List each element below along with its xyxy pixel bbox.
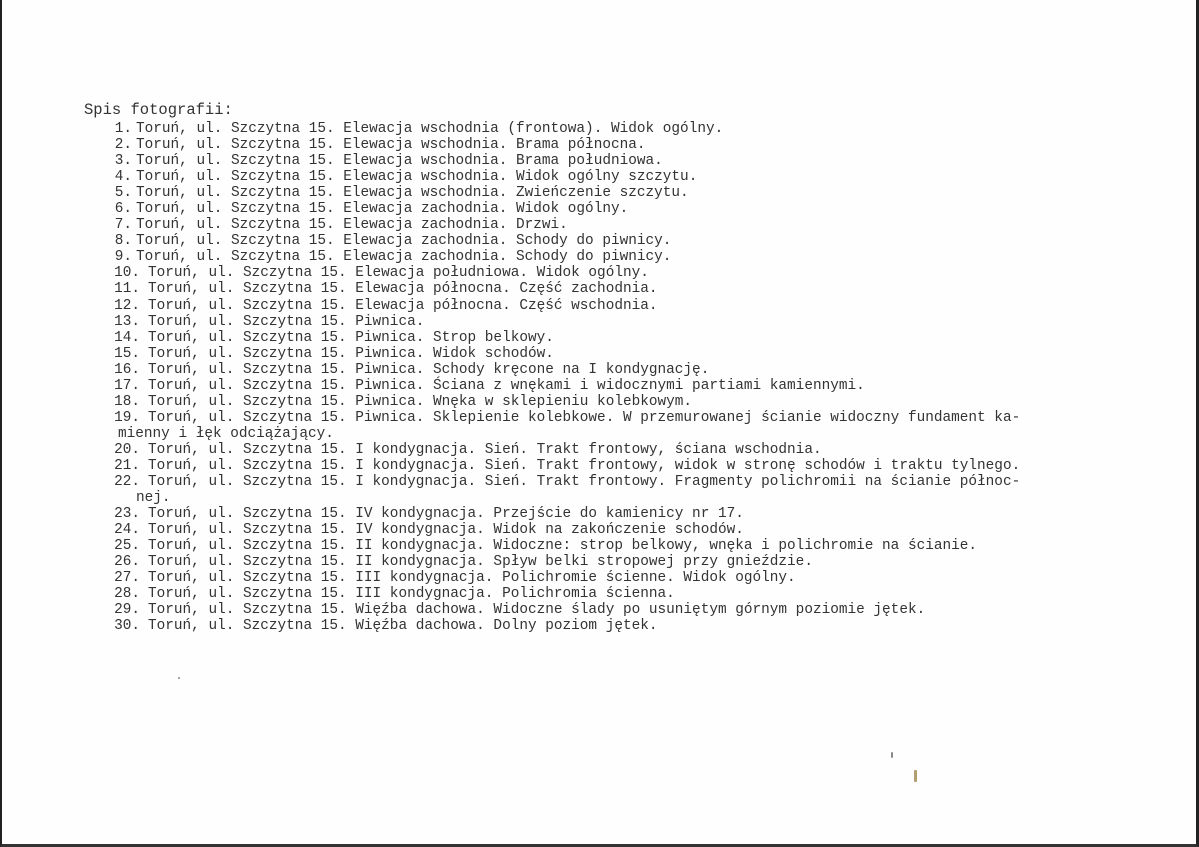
- item-number: 26.: [114, 554, 140, 571]
- item-text: [148, 586, 1104, 602]
- item-caption: Toruń, ul. Szczytna 15. Piwnica. Sklepienie kolebkowe. W przemurowanej ścianie widoczny fundament ka-: [148, 409, 1021, 426]
- item-caption: Toruń, ul. Szczytna 15. I kondygnacja. Sień. Trakt frontowy. Fragmenty polichromii na ścianie północ-: [148, 474, 1021, 491]
- list-item: [84, 602, 1104, 618]
- item-number: 6.: [114, 201, 132, 218]
- photo-list-section: [84, 102, 1104, 635]
- item-number: 3.: [114, 153, 132, 170]
- item-caption: Toruń, ul. Szczytna 15. IV kondygnacja. Widok na zakończenie schodów.: [148, 522, 744, 539]
- item-caption: Toruń, ul. Szczytna 15. Więźba dachowa. Widoczne ślady po usuniętym górnym poziomie jętek.: [148, 602, 926, 619]
- item-caption: Toruń, ul. Szczytna 15. Elewacja zachodnia. Drzwi.: [136, 217, 568, 234]
- item-caption: Toruń, ul. Szczytna 15. Elewacja północna. Część zachodnia.: [148, 281, 658, 298]
- item-caption: Toruń, ul. Szczytna 15. Elewacja wschodnia. Zwieńczenie szczytu.: [136, 185, 689, 202]
- item-caption: Toruń, ul. Szczytna 15. I kondygnacja. Sień. Trakt frontowy, widok w stronę schodów i traktu tylnego.: [148, 457, 1021, 474]
- item-text: [136, 121, 1104, 137]
- item-number: 21.: [114, 457, 140, 474]
- item-text: [148, 506, 1104, 522]
- paper-speck: [891, 752, 893, 758]
- item-caption: Toruń, ul. Szczytna 15. Piwnica. Schody kręcone na I kondygnację.: [148, 361, 710, 378]
- item-caption: Toruń, ul. Szczytna 15. Elewacja zachodnia. Schody do piwnicy.: [136, 249, 672, 266]
- list-item: [84, 233, 1104, 249]
- list-item: [84, 586, 1104, 602]
- item-number: 9.: [114, 249, 132, 266]
- item-text: [136, 185, 1104, 201]
- list-heading: Spis fotografii:: [84, 101, 233, 119]
- item-number: 13.: [114, 313, 140, 330]
- item-text: [148, 394, 1104, 410]
- item-text: [148, 522, 1104, 538]
- item-text: [136, 474, 1104, 507]
- list-item: [84, 522, 1104, 538]
- item-caption-continuation: mienny i łęk odciążający.: [118, 425, 334, 442]
- item-caption: Toruń, ul. Szczytna 15. Elewacja wschodnia. Widok ogólny szczytu.: [136, 169, 698, 186]
- item-text: [136, 153, 1104, 169]
- item-number: 2.: [114, 137, 132, 154]
- item-caption: Toruń, ul. Szczytna 15. Elewacja wschodnia. Brama południowa.: [136, 153, 663, 170]
- item-caption: Toruń, ul. Szczytna 15. Więźba dachowa. Dolny poziom jętek.: [148, 618, 658, 635]
- item-text: [148, 618, 1104, 634]
- list-item: [84, 506, 1104, 522]
- item-number: 20.: [114, 441, 140, 458]
- item-text: [148, 554, 1104, 570]
- item-text: [136, 217, 1104, 233]
- list-item: [84, 458, 1104, 474]
- item-text: [148, 570, 1104, 586]
- item-text: [148, 265, 1104, 281]
- item-text: [136, 201, 1104, 217]
- item-number: 15.: [114, 345, 140, 362]
- list-item: [84, 378, 1104, 394]
- list-item: [84, 137, 1104, 153]
- item-number: 10.: [114, 265, 140, 282]
- item-text: [136, 137, 1104, 153]
- item-caption: Toruń, ul. Szczytna 15. III kondygnacja. Polichromia ścienna.: [148, 586, 675, 603]
- item-text: [148, 281, 1104, 297]
- list-item: [84, 265, 1104, 281]
- item-caption: Toruń, ul. Szczytna 15. Elewacja wschodnia. Brama północna.: [136, 137, 646, 154]
- list-item: [84, 169, 1104, 185]
- item-caption: Toruń, ul. Szczytna 15. II kondygnacja. Widoczne: strop belkowy, wnęka i polichromie na ścianie.: [148, 538, 978, 555]
- item-number: 25.: [114, 538, 140, 555]
- item-caption: Toruń, ul. Szczytna 15. Piwnica.: [148, 313, 425, 330]
- item-number: 1.: [114, 121, 132, 137]
- item-number: 30.: [114, 618, 140, 635]
- item-caption: Toruń, ul. Szczytna 15. IV kondygnacja. Przejście do kamienicy nr 17.: [148, 506, 744, 523]
- photo-list: [84, 121, 1104, 635]
- list-item: [84, 298, 1104, 314]
- list-item: [84, 394, 1104, 410]
- list-item: [84, 442, 1104, 458]
- item-text: [148, 298, 1104, 314]
- list-item: [84, 121, 1104, 137]
- list-item: [84, 185, 1104, 201]
- item-text: [148, 458, 1104, 474]
- item-text: [136, 249, 1104, 265]
- list-item: [84, 281, 1104, 297]
- item-number: 8.: [114, 233, 132, 250]
- item-number: 11.: [114, 281, 140, 298]
- item-number: 24.: [114, 522, 140, 539]
- list-item: [84, 570, 1104, 586]
- list-item: [84, 217, 1104, 233]
- item-caption: Toruń, ul. Szczytna 15. Elewacja zachodnia. Widok ogólny.: [136, 201, 629, 218]
- item-number: 17.: [114, 377, 140, 394]
- item-text: [148, 378, 1104, 394]
- item-text: [148, 314, 1104, 330]
- list-item: [84, 153, 1104, 169]
- item-text: [148, 362, 1104, 378]
- item-caption: Toruń, ul. Szczytna 15. Piwnica. Strop belkowy.: [148, 329, 554, 346]
- list-item: [84, 330, 1104, 346]
- item-caption-continuation: nej.: [136, 490, 171, 507]
- list-item: [84, 554, 1104, 570]
- item-text: [136, 233, 1104, 249]
- item-number: 22.: [114, 474, 140, 491]
- item-caption: Toruń, ul. Szczytna 15. Elewacja zachodnia. Schody do piwnicy.: [136, 233, 672, 250]
- paper-speck: [178, 677, 180, 679]
- item-number: 27.: [114, 570, 140, 587]
- item-number: 18.: [114, 393, 140, 410]
- paper-speck: [914, 770, 917, 782]
- list-item: [84, 249, 1104, 265]
- list-item: [84, 618, 1104, 634]
- item-caption: Toruń, ul. Szczytna 15. Elewacja północna. Część wschodnia.: [148, 297, 658, 314]
- item-text: [148, 538, 1104, 554]
- list-item: [84, 410, 1104, 442]
- item-text: [148, 346, 1104, 362]
- item-number: 12.: [114, 297, 140, 314]
- item-caption: Toruń, ul. Szczytna 15. Elewacja wschodnia (frontowa). Widok ogólny.: [136, 121, 724, 137]
- item-text: [148, 330, 1104, 346]
- list-item: [84, 201, 1104, 217]
- item-text: [148, 442, 1104, 458]
- list-item: [84, 314, 1104, 330]
- item-text: [136, 169, 1104, 185]
- item-number: 14.: [114, 329, 140, 346]
- item-caption: Toruń, ul. Szczytna 15. II kondygnacja. Spływ belki stropowej przy gnieździe.: [148, 554, 813, 571]
- item-caption: Toruń, ul. Szczytna 15. Piwnica. Wnęka w sklepieniu kolebkowym.: [148, 393, 693, 410]
- item-number: 28.: [114, 586, 140, 603]
- item-caption: Toruń, ul. Szczytna 15. I kondygnacja. Sień. Trakt frontowy, ściana wschodnia.: [148, 441, 822, 458]
- item-number: 16.: [114, 361, 140, 378]
- item-text: [148, 602, 1104, 618]
- item-number: 23.: [114, 506, 140, 523]
- item-number: 7.: [114, 217, 132, 234]
- item-caption: Toruń, ul. Szczytna 15. Piwnica. Widok schodów.: [148, 345, 554, 362]
- item-number: 4.: [114, 169, 132, 186]
- list-item: [84, 538, 1104, 554]
- list-item: [84, 474, 1104, 506]
- item-number: 5.: [114, 185, 132, 202]
- list-item: [84, 362, 1104, 378]
- item-number: 29.: [114, 602, 140, 619]
- item-caption: Toruń, ul. Szczytna 15. Elewacja południowa. Widok ogólny.: [148, 265, 649, 282]
- item-number: 19.: [114, 409, 140, 426]
- list-item: [84, 346, 1104, 362]
- item-caption: Toruń, ul. Szczytna 15. III kondygnacja. Polichromie ścienne. Widok ogólny.: [148, 570, 796, 587]
- item-caption: Toruń, ul. Szczytna 15. Piwnica. Ściana z wnękami i widocznymi partiami kamiennymi.: [148, 377, 865, 394]
